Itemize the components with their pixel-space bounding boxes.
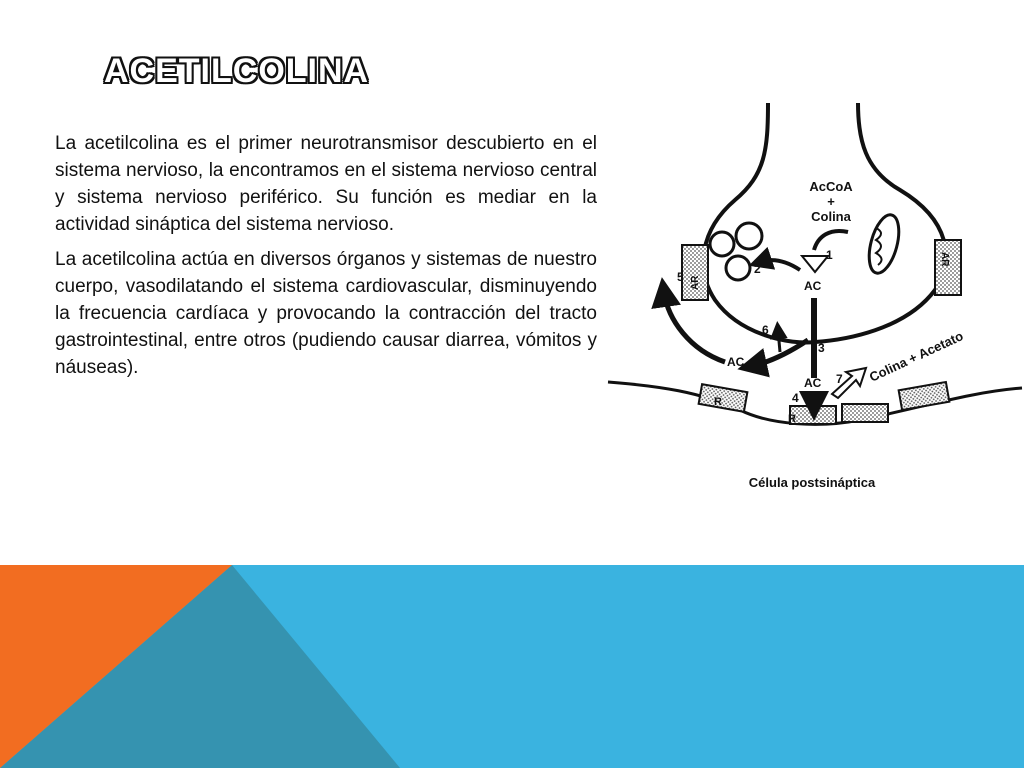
- autoreceptor-right: [935, 240, 961, 295]
- receptor-1: [699, 384, 748, 412]
- arrow-step-1-head: [802, 256, 828, 272]
- footer-decoration: [0, 565, 1024, 768]
- step-1-label: 1: [826, 248, 833, 262]
- receptor-2: [790, 406, 836, 424]
- r-label-2: R: [788, 413, 796, 425]
- mitochondrion: [864, 212, 905, 277]
- arrow-step-2: [760, 260, 800, 270]
- ac-label-terminal: AC: [804, 279, 822, 293]
- receptor-4: [899, 382, 950, 410]
- step-6-label: 6: [762, 323, 769, 337]
- step-3-label: 3: [818, 341, 825, 355]
- step-7-label: 7: [836, 372, 843, 386]
- ar-label-right: AR: [939, 252, 950, 267]
- ac-label-receptor: AC: [804, 376, 822, 390]
- slide-title: ACETILCOLINA: [104, 52, 370, 90]
- ar-label-left: AR: [690, 275, 701, 290]
- diagram-caption: Célula postsináptica: [748, 475, 876, 490]
- synapse-diagram: [605, 95, 1024, 505]
- paragraph-definition: La acetilcolina es el primer neurotransmisor descubierto en el sistema nervioso, la encontramos en el sistema nervioso central y sistema nervioso periférico. Su función es mediar en la actividad sináptica del sistema nervioso.: [55, 133, 597, 235]
- r-label-1: R: [714, 396, 722, 408]
- arrow-step-6b: [778, 330, 780, 352]
- step-4-label: 4: [792, 391, 799, 405]
- paragraph-effects: La acetilcolina actúa en diversos órganos y sistemas de nuestro cuerpo, vasodilatando el sistema cardiovascular, disminuyendo la frecuencia cardíaca y provocando la contracción del tracto gastrointestinal, entre otros (pudiendo causar diarrea, vómitos y náuseas).: [55, 249, 597, 378]
- step-2-label: 2: [754, 262, 761, 276]
- precursor-colina: Colina: [811, 209, 851, 224]
- autoreceptor-left: [682, 245, 708, 300]
- precursor-plus: +: [827, 194, 835, 209]
- step-5-label: 5: [677, 270, 684, 284]
- products-label: Colina + Acetato: [866, 328, 966, 385]
- receptor-3: [842, 404, 888, 422]
- ac-label-cleft: AC: [727, 355, 745, 369]
- body-text: [55, 130, 597, 389]
- precursor-acoa: AcCoA: [809, 179, 853, 194]
